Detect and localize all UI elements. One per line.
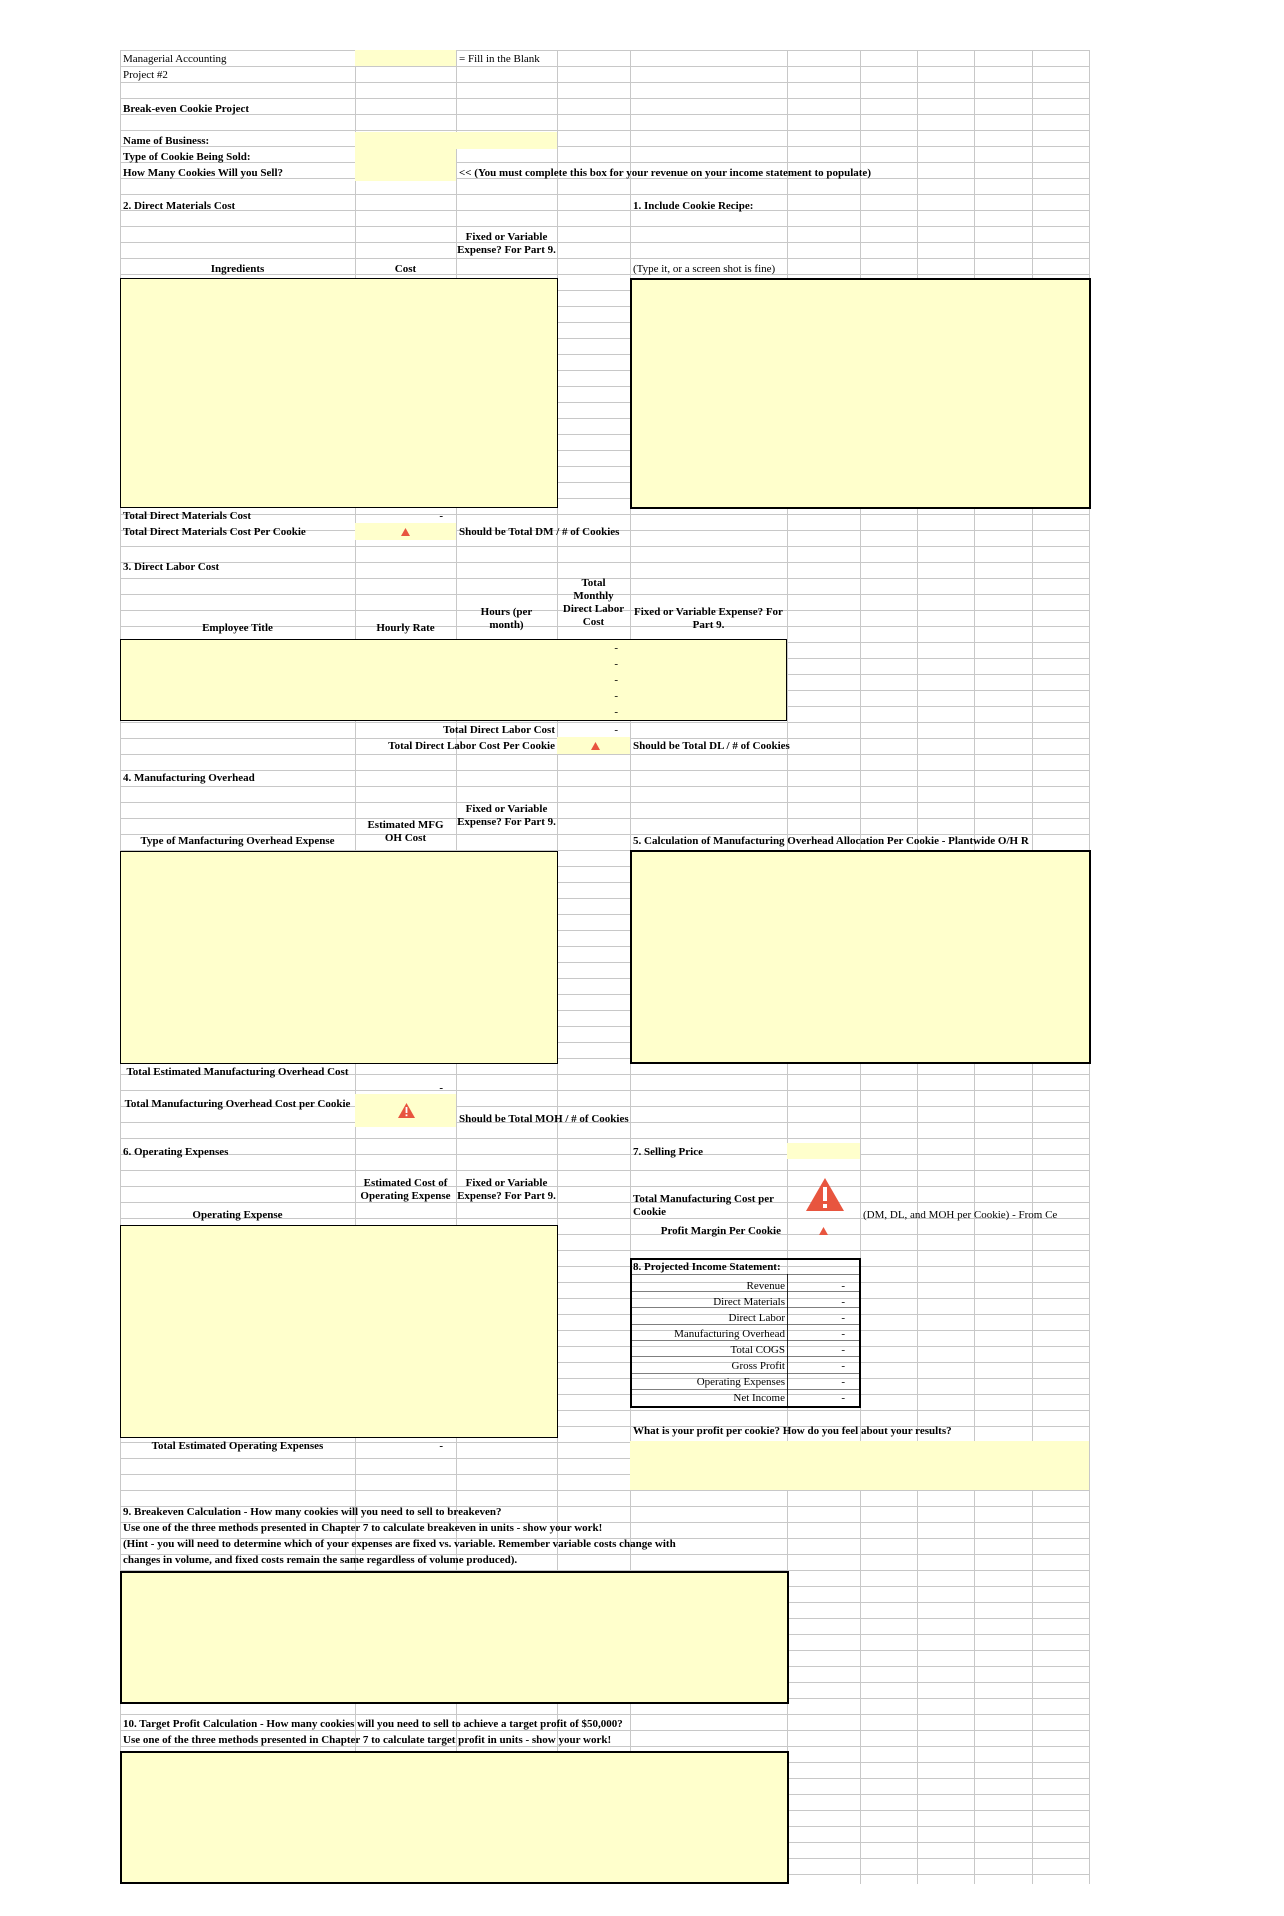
dl-col-hours: Hours (per month) <box>480 606 533 631</box>
target-profit-instructions: Use one of the three methods presented in Chapter 7 to calculate target profit in units - show your work! <box>123 1734 612 1746</box>
profit-margin-label: Profit Margin Per Cookie <box>660 1225 781 1237</box>
selling-price-input[interactable] <box>787 1143 860 1159</box>
moh-total-label: Total Estimated Manufacturing Overhead Cost <box>126 1066 349 1078</box>
income-line-value: - <box>841 1360 845 1372</box>
income-section-title: 8. Projected Income Statement: <box>633 1261 781 1273</box>
breakeven-title: 9. Breakeven Calculation - How many cookies will you need to sell to breakeven? <box>123 1506 502 1518</box>
dl-row-total-5: - <box>614 706 618 718</box>
recipe-box[interactable] <box>630 278 1091 509</box>
opex-total-value: - <box>439 1440 443 1452</box>
profit-question: What is your profit per cookie? How do you feel about your results? <box>633 1425 952 1437</box>
income-line-label: Revenue <box>746 1280 785 1292</box>
income-line-value: - <box>841 1392 845 1404</box>
business-name-label: Name of Business: <box>123 135 210 147</box>
income-line-value: - <box>841 1280 845 1292</box>
alloc-section-title: 5. Calculation of Manufacturing Overhead Allocation Per Cookie - Plantwide O/H R <box>633 835 1029 847</box>
dl-row-total-1: - <box>614 642 618 654</box>
dm-col-fixed: Fixed or Variable Expense? For Part 9. <box>457 231 556 256</box>
opex-col-expense: Operating Expense <box>192 1209 283 1221</box>
dl-section-title: 3. Direct Labor Cost <box>123 561 220 573</box>
breakeven-hint-continued: changes in volume, and fixed costs remain the same regardless of volume produced). <box>123 1554 518 1566</box>
cookie-count-note: << (You must complete this box for your revenue on your income statement to populate) <box>459 167 871 179</box>
cookie-type-label: Type of Cookie Being Sold: <box>123 151 251 163</box>
price-section-title: 7. Selling Price <box>633 1146 703 1158</box>
income-line-label: Operating Expenses <box>696 1376 785 1388</box>
moh-per-cookie-note: Should be Total MOH / # of Cookies <box>459 1113 629 1125</box>
breakeven-hint: (Hint - you will need to determine which of your expenses are fixed vs. variable. Remember variable costs change with <box>123 1538 676 1550</box>
course-title: Managerial Accounting <box>123 53 227 65</box>
dm-col-cost: Cost <box>394 263 417 275</box>
income-line-value: - <box>841 1328 845 1340</box>
breakeven-work-box[interactable] <box>120 1571 789 1704</box>
dl-col-rate: Hourly Rate <box>376 622 435 634</box>
dl-row-total-3: - <box>614 674 618 686</box>
cookie-count-label: How Many Cookies Will you Sell? <box>123 167 284 179</box>
cookie-count-input[interactable] <box>355 164 456 181</box>
recipe-section-title: 1. Include Cookie Recipe: <box>633 200 754 212</box>
mfg-cost-note: (DM, DL, and MOH per Cookie) - From Ce <box>863 1209 1058 1221</box>
moh-per-cookie-label: Total Manufacturing Overhead Cost per Cookie <box>124 1098 351 1110</box>
income-line-label: Total COGS <box>730 1344 785 1356</box>
opex-input-table[interactable] <box>120 1225 558 1438</box>
dl-total-value: - <box>614 724 618 736</box>
dm-section-title: 2. Direct Materials Cost <box>123 200 236 212</box>
dm-total-label: Total Direct Materials Cost <box>123 510 251 522</box>
profit-comment-input[interactable] <box>630 1441 1089 1490</box>
dl-total-label: Total Direct Labor Cost <box>443 724 555 736</box>
income-line-label: Direct Materials <box>713 1296 785 1308</box>
dl-input-table[interactable] <box>120 639 787 721</box>
breakeven-instructions: Use one of the three methods presented in Chapter 7 to calculate breakeven in units - show your work! <box>123 1522 603 1534</box>
dm-col-ingredients: Ingredients <box>210 263 265 275</box>
income-line-label: Manufacturing Overhead <box>674 1328 785 1340</box>
legend-swatch <box>355 50 456 66</box>
moh-allocation-box[interactable] <box>630 850 1091 1064</box>
target-profit-title: 10. Target Profit Calculation - How many cookies will you need to sell to achieve a target profit of $50,000? <box>123 1718 623 1730</box>
moh-warning-icon <box>398 1103 415 1118</box>
page-title: Break-even Cookie Project <box>123 103 250 115</box>
opex-section-title: 6. Operating Expenses <box>123 1146 229 1158</box>
target-profit-work-box[interactable] <box>120 1751 789 1884</box>
moh-col-fixed: Fixed or Variable Expense? For Part 9. <box>457 803 556 828</box>
opex-total-label: Total Estimated Operating Expenses <box>151 1440 324 1452</box>
income-line-label: Gross Profit <box>731 1360 785 1372</box>
dl-row-total-2: - <box>614 658 618 670</box>
project-number: Project #2 <box>123 69 168 81</box>
income-line-label: Direct Labor <box>728 1312 785 1324</box>
dm-warning-icon <box>401 528 410 536</box>
mfg-cost-warning-icon <box>806 1178 844 1211</box>
dm-input-table[interactable] <box>120 278 558 508</box>
profit-margin-warning-icon <box>819 1227 828 1235</box>
moh-input-table[interactable] <box>120 851 558 1064</box>
dm-total-value: - <box>439 510 443 522</box>
dl-warning-icon <box>591 742 600 750</box>
dl-col-fixed: Fixed or Variable Expense? For Part 9. <box>634 606 783 631</box>
opex-col-fixed: Fixed or Variable Expense? For Part 9. <box>457 1177 556 1202</box>
dm-per-cookie-note: Should be Total DM / # of Cookies <box>459 526 620 538</box>
income-line-value: - <box>841 1376 845 1388</box>
moh-section-title: 4. Manufacturing Overhead <box>123 772 255 784</box>
mfg-cost-label: Total Manufacturing Cost per Cookie <box>633 1193 774 1218</box>
opex-col-cost: Estimated Cost of Operating Expense <box>360 1177 451 1202</box>
dl-per-cookie-label: Total Direct Labor Cost Per Cookie <box>388 740 555 752</box>
cookie-type-input[interactable] <box>355 148 456 164</box>
dl-col-total: Total Monthly Direct Labor Cost <box>562 577 625 628</box>
business-name-input[interactable] <box>355 132 557 149</box>
income-line-value: - <box>841 1312 845 1324</box>
dl-col-title: Employee Title <box>202 622 273 634</box>
moh-col-cost: Estimated MFG OH Cost <box>367 819 444 844</box>
income-line-label: Net Income <box>733 1392 785 1404</box>
income-line-value: - <box>841 1344 845 1356</box>
dl-per-cookie-note: Should be Total DL / # of Cookies <box>633 740 790 752</box>
moh-col-type: Type of Manfacturing Overhead Expense <box>140 835 335 847</box>
dm-per-cookie-label: Total Direct Materials Cost Per Cookie <box>123 526 306 538</box>
dl-row-total-4: - <box>614 690 618 702</box>
income-line-value: - <box>841 1296 845 1308</box>
moh-total-value: - <box>439 1082 443 1094</box>
fill-legend: = Fill in the Blank <box>459 53 540 65</box>
recipe-note: (Type it, or a screen shot is fine) <box>633 263 776 275</box>
